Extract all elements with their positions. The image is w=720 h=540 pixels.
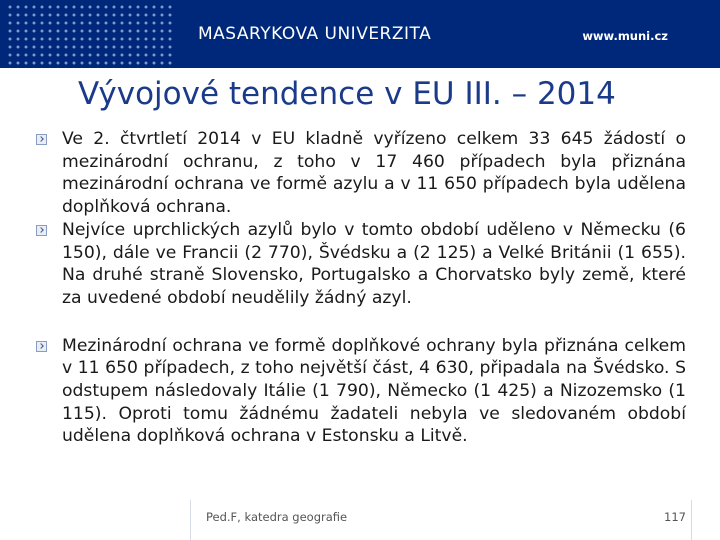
page-number: 117 [664, 510, 686, 524]
header-bar [0, 0, 720, 68]
bullet-arrow-icon [36, 341, 47, 352]
footer-text: Ped.F, katedra geografie [206, 510, 348, 524]
bullet-text: Nejvíce uprchlických azylů bylo v tomto období uděleno v Německu (6 150), dále ve Francii (2 770), Švédsku a (2 125) a Velké Británii (1 655). Na druhé straně Slovensko, Portugalsko a Chorvatsko byly země, které za uvedené období neudělily žádný azyl. [62, 219, 686, 308]
bullet-item [36, 219, 686, 310]
dot-pattern-logo [6, 3, 176, 65]
university-name: MASARYKOVA UNIVERZITA [198, 24, 432, 44]
bullet-item [36, 128, 686, 219]
footer [0, 500, 720, 540]
bullet-arrow-icon [36, 225, 47, 236]
bullet-text: Ve 2. čtvrtletí 2014 v EU kladně vyřízeno celkem 33 645 žádostí o mezinárodní ochranu, z toho v 17 460 případech byla přiznána mezinárodní ochrana ve formě azylu a v 11 650 případech byla udělena doplňková ochrana. [62, 129, 686, 218]
bullet-arrow-icon [36, 134, 47, 145]
bullet-list [36, 128, 686, 448]
slide-title: Vývojové tendence v EU III. – 2014 [78, 76, 616, 112]
bullet-text: Mezinárodní ochrana ve formě doplňkové ochrany byla přiznána celkem v 11 650 případech, z toho největší část, 4 630, připadala na Švédsko. S odstupem následovaly Itálie (1 790), Německo (1 425) a Nizozemsko (1 115). Oproti tomu žádnému žadateli nebyla ve sledovaném období udělena doplňková ochrana v Estonsku a Litvě. [62, 335, 686, 447]
bullet-item [36, 335, 686, 449]
header-url: www.muni.cz [582, 29, 668, 43]
